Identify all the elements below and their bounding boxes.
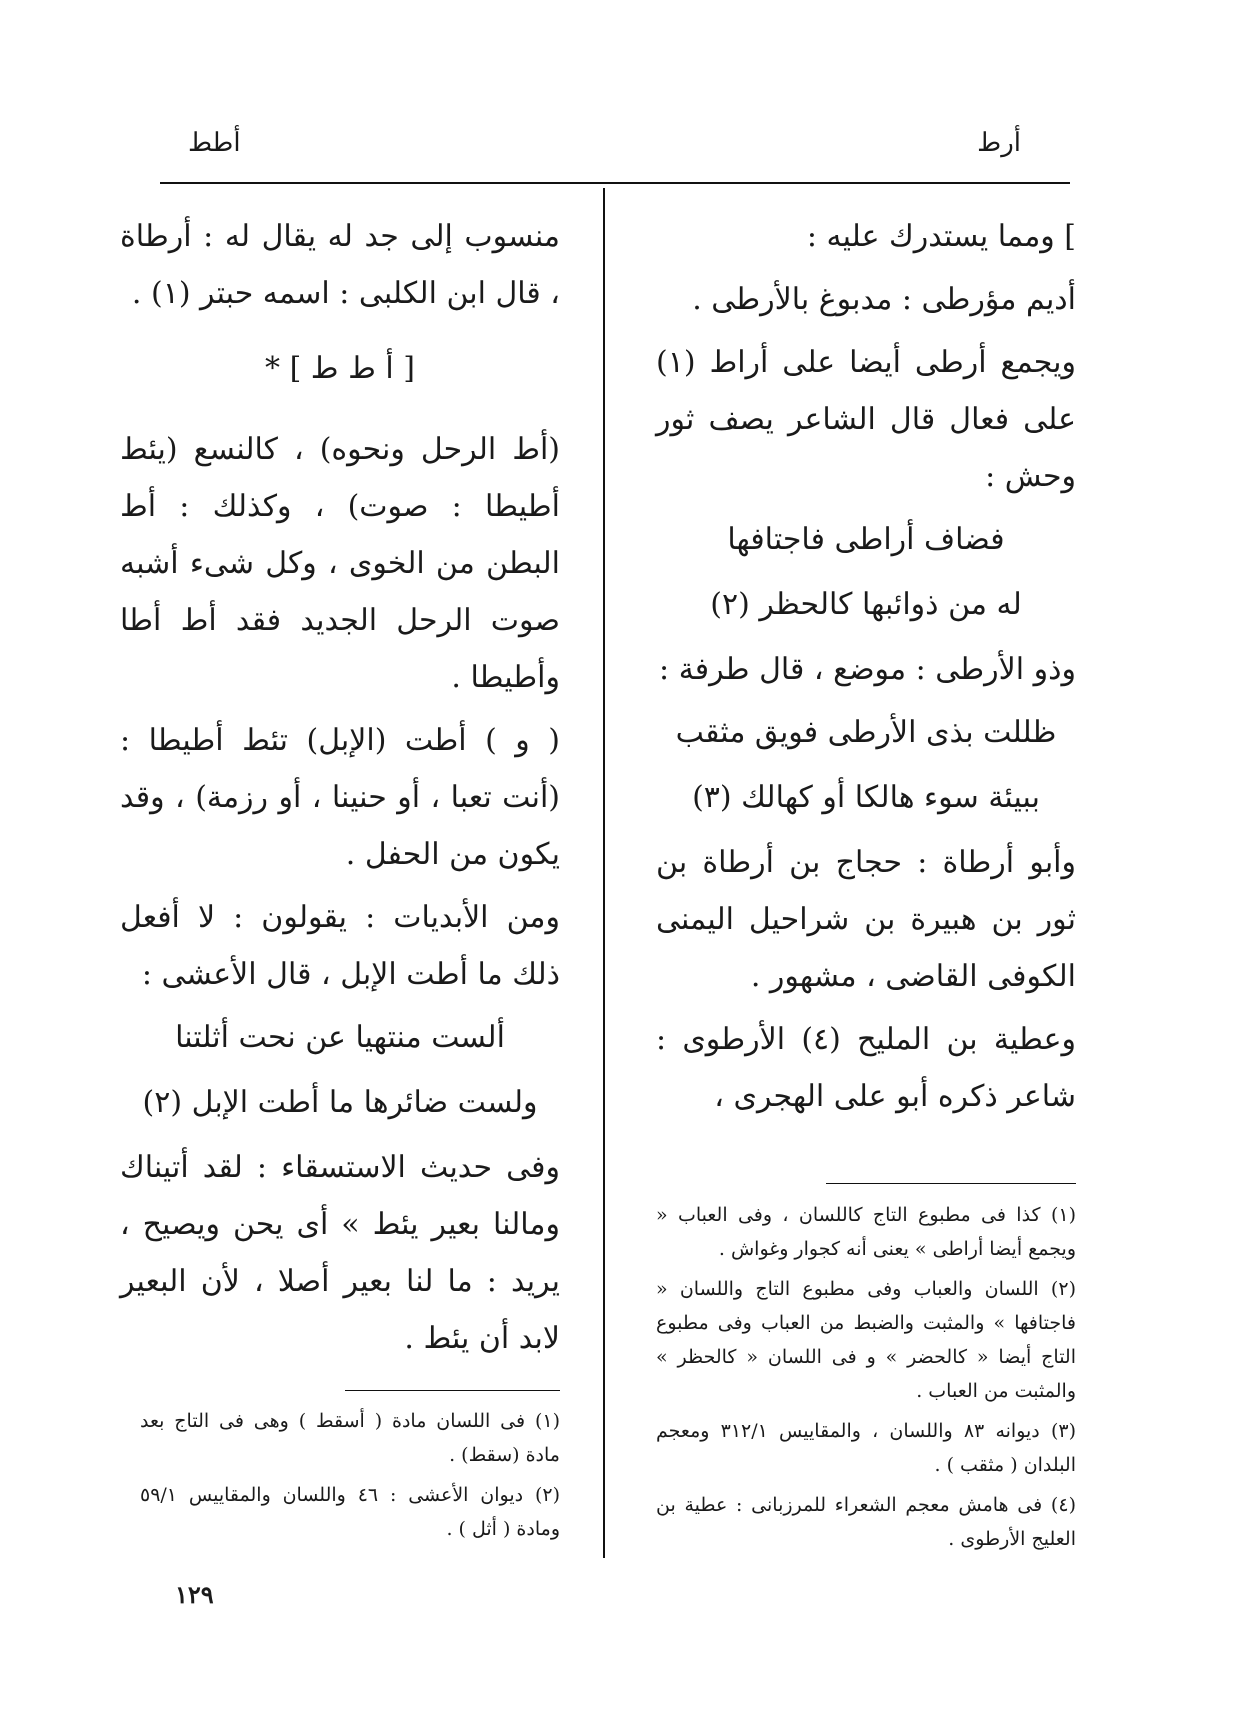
verse-line: ببيئة سوء هالكا أو كهالك (٣) bbox=[692, 780, 1040, 815]
footnote: (٢) اللسان والعباب وفى مطبوع التاج واللسان « فاجتافها » والمثبت والضبط من العباب وفى مطبوع التاج أيضا « كالحضر » و فى اللسان « كالحظر » والمثبت من العباب . bbox=[656, 1278, 1076, 1402]
paragraph: ] ومما يستدرك عليه : bbox=[806, 219, 1076, 254]
footnote: (٤) فى هامش معجم الشعراء للمرزبانى : عطية بن العليج الأرطوى . bbox=[656, 1494, 1076, 1550]
paragraph: وأبو أرطاة : حجاج بن أرطاة بن ثور بن هبيرة بن شراحيل اليمنى الكوفى القاضى ، مشهور . bbox=[656, 845, 1076, 994]
verse-line: له من ذوائبها كالحظر (٢) bbox=[710, 587, 1022, 622]
footnote-rule-right bbox=[826, 1183, 1076, 1184]
left-column bbox=[120, 208, 560, 1373]
paragraph: وعطية بن المليح (٤) الأرطوى : شاعر ذكره أبو على الهجرى ، bbox=[656, 1022, 1076, 1114]
footnote: (٣) ديوانه ٨٣ واللسان ، والمقاييس ٣١٢/١ ومعجم البلدان ( مثقب ) . bbox=[656, 1420, 1077, 1476]
footnotes-right bbox=[656, 1198, 1076, 1562]
verse-line: ظللت بذى الأرطى فويق مثقب bbox=[675, 715, 1057, 750]
running-head-left: أطط bbox=[188, 128, 241, 158]
footnote: (١) فى اللسان مادة ( أسقط ) وهى فى التاج بعد مادة (سقط) . bbox=[140, 1410, 560, 1466]
paragraph: ( و ) أطت (الإبل) تئط أطيطا : (أنت تعبا ، أو حنينا ، أو رزمة) ، وقد يكون من الحفل . bbox=[120, 723, 560, 872]
footnote: (٢) ديوان الأعشى : ٤٦ واللسان والمقاييس ٥٩/١ ومادة ( أثل ) . bbox=[140, 1484, 560, 1540]
page-number: ١٢٩ bbox=[175, 1580, 214, 1609]
paragraph: أديم مؤرطى : مدبوغ بالأرطى . bbox=[692, 282, 1076, 317]
verse-line: ولست ضائرها ما أطت الإبل (٢) bbox=[142, 1085, 538, 1120]
footnote: (١) كذا فى مطبوع التاج كاللسان ، وفى العباب « ويجمع أيضا أراطى » يعنى أنه كجوار وغواش . bbox=[656, 1204, 1076, 1260]
entry-heading: [ أ ط ط ] * bbox=[265, 351, 415, 386]
paragraph: ويجمع أرطى أيضا على أراط (١) على فعال قال الشاعر يصف ثور وحش : bbox=[656, 345, 1076, 494]
header-rule bbox=[160, 182, 1070, 184]
paragraph: (أط الرحل ونحوه) ، كالنسع (يئط أطيطا : صوت) ، وكذلك : أط البطن من الخوى ، وكل شىء أشبه صوت الرحل الجديد فقد أط أطا وأطيطا . bbox=[120, 432, 560, 695]
right-column bbox=[656, 208, 1076, 1131]
verse-line: ألست منتهيا عن نحت أثلتنا bbox=[175, 1020, 505, 1055]
column-divider bbox=[603, 188, 605, 1558]
paragraph: وفى حديث الاستسقاء : لقد أتيناك ومالنا بعير يئط » أى يحن ويصيح ، يريد : ما لنا بعير أصلا ، لأن البعير لابد أن يئط . bbox=[120, 1150, 560, 1356]
running-head-right: أرط bbox=[977, 128, 1021, 158]
paragraph: منسوب إلى جد له يقال له : أرطاة ، قال ابن الكلبى : اسمه حبتر (١) . bbox=[120, 219, 560, 311]
paragraph: ومن الأبديات : يقولون : لا أفعل ذلك ما أطت الإبل ، قال الأعشى : bbox=[120, 900, 560, 992]
paragraph: وذو الأرطى : موضع ، قال طرفة : bbox=[659, 652, 1076, 687]
footnote-rule-left bbox=[345, 1390, 560, 1391]
verse-line: فضاف أراطى فاجتافها bbox=[727, 522, 1005, 557]
footnotes-left bbox=[140, 1404, 560, 1552]
